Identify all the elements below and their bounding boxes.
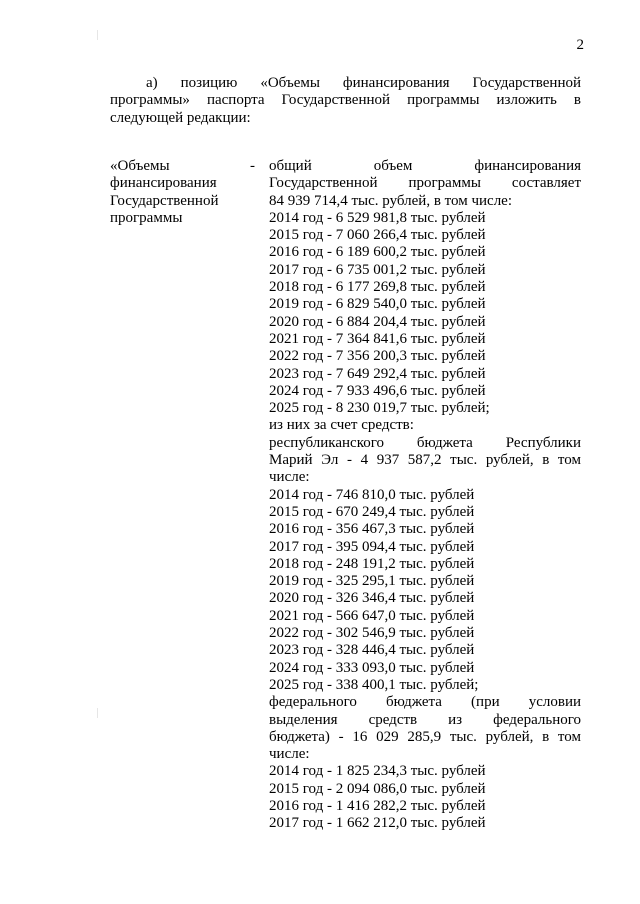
intro-paragraph [110, 75, 581, 127]
financing-line: 2018 год - 248 191,2 тыс. рублей [269, 555, 475, 572]
financing-line: 2024 год - 7 933 496,6 тыс. рублей [269, 382, 486, 399]
financing-line: выделения средств из федерального [269, 711, 581, 728]
financing-volumes-text [269, 158, 581, 833]
financing-line: 2014 год - 1 825 234,3 тыс. рублей [269, 763, 486, 780]
financing-line: 2017 год - 395 094,4 тыс. рублей [269, 538, 475, 555]
financing-line: 2016 год - 6 189 600,2 тыс. рублей [269, 244, 486, 261]
financing-line: 2025 год - 8 230 019,7 тыс. рублей; [269, 400, 490, 417]
financing-line: 2014 год - 6 529 981,8 тыс. рублей [269, 209, 486, 226]
page-number: 2 [576, 37, 584, 53]
label-line: Государственной [110, 192, 219, 209]
passport-position-label [110, 158, 260, 227]
financing-line: числе: [269, 746, 310, 763]
financing-line: 2019 год - 6 829 540,0 тыс. рублей [269, 296, 486, 313]
financing-line: 2017 год - 6 735 001,2 тыс. рублей [269, 261, 486, 278]
financing-line: Государственной программы составляет [269, 175, 581, 192]
financing-line: 2016 год - 356 467,3 тыс. рублей [269, 521, 475, 538]
financing-line: 2021 год - 7 364 841,6 тыс. рублей [269, 330, 486, 347]
financing-line: 2020 год - 6 884 204,4 тыс. рублей [269, 313, 486, 330]
label-line: «Объемы [110, 158, 170, 174]
financing-line: 2014 год - 746 810,0 тыс. рублей [269, 486, 475, 503]
financing-line: из них за счет средств: [269, 417, 414, 434]
financing-line: 2015 год - 670 249,4 тыс. рублей [269, 503, 475, 520]
financing-line: 2022 год - 302 546,9 тыс. рублей [269, 625, 475, 642]
financing-line: бюджета) - 16 029 285,9 тыс. рублей, в том [269, 728, 581, 745]
financing-line: общий объем финансирования [269, 158, 581, 174]
financing-line: республиканского бюджета Республики [269, 434, 581, 451]
financing-line: 2017 год - 1 662 212,0 тыс. рублей [269, 815, 486, 832]
financing-line: 2020 год - 326 346,4 тыс. рублей [269, 590, 475, 607]
financing-line: 2023 год - 328 446,4 тыс. рублей [269, 642, 475, 659]
scan-artifact [97, 708, 98, 718]
intro-text: а) позицию «Объемы финансирования Государственной программы» паспорта Государственной программы изложить в следующей редакции: [110, 75, 581, 126]
financing-line: 2024 год - 333 093,0 тыс. рублей [269, 659, 475, 676]
financing-line: 2019 год - 325 295,1 тыс. рублей [269, 573, 475, 590]
label-line: программы [110, 209, 183, 226]
financing-line: 2015 год - 7 060 266,4 тыс. рублей [269, 227, 486, 244]
financing-line: 2023 год - 7 649 292,4 тыс. рублей [269, 365, 486, 382]
financing-line: 2022 год - 7 356 200,3 тыс. рублей [269, 348, 486, 365]
financing-line: 2025 год - 338 400,1 тыс. рублей; [269, 676, 479, 693]
label-dash: - [250, 158, 255, 174]
financing-line: федерального бюджета (при условии [269, 694, 581, 711]
financing-line: 2021 год - 566 647,0 тыс. рублей [269, 607, 475, 624]
scan-artifact [97, 30, 98, 40]
financing-line: Марий Эл - 4 937 587,2 тыс. рублей, в том [269, 452, 581, 469]
financing-line: 2016 год - 1 416 282,2 тыс. рублей [269, 797, 486, 814]
financing-line: 2015 год - 2 094 086,0 тыс. рублей [269, 780, 486, 797]
label-line: финансирования [110, 175, 217, 192]
financing-line: 84 939 714,4 тыс. рублей, в том числе: [269, 192, 513, 209]
financing-line: 2018 год - 6 177 269,8 тыс. рублей [269, 279, 486, 296]
financing-line: числе: [269, 469, 310, 486]
